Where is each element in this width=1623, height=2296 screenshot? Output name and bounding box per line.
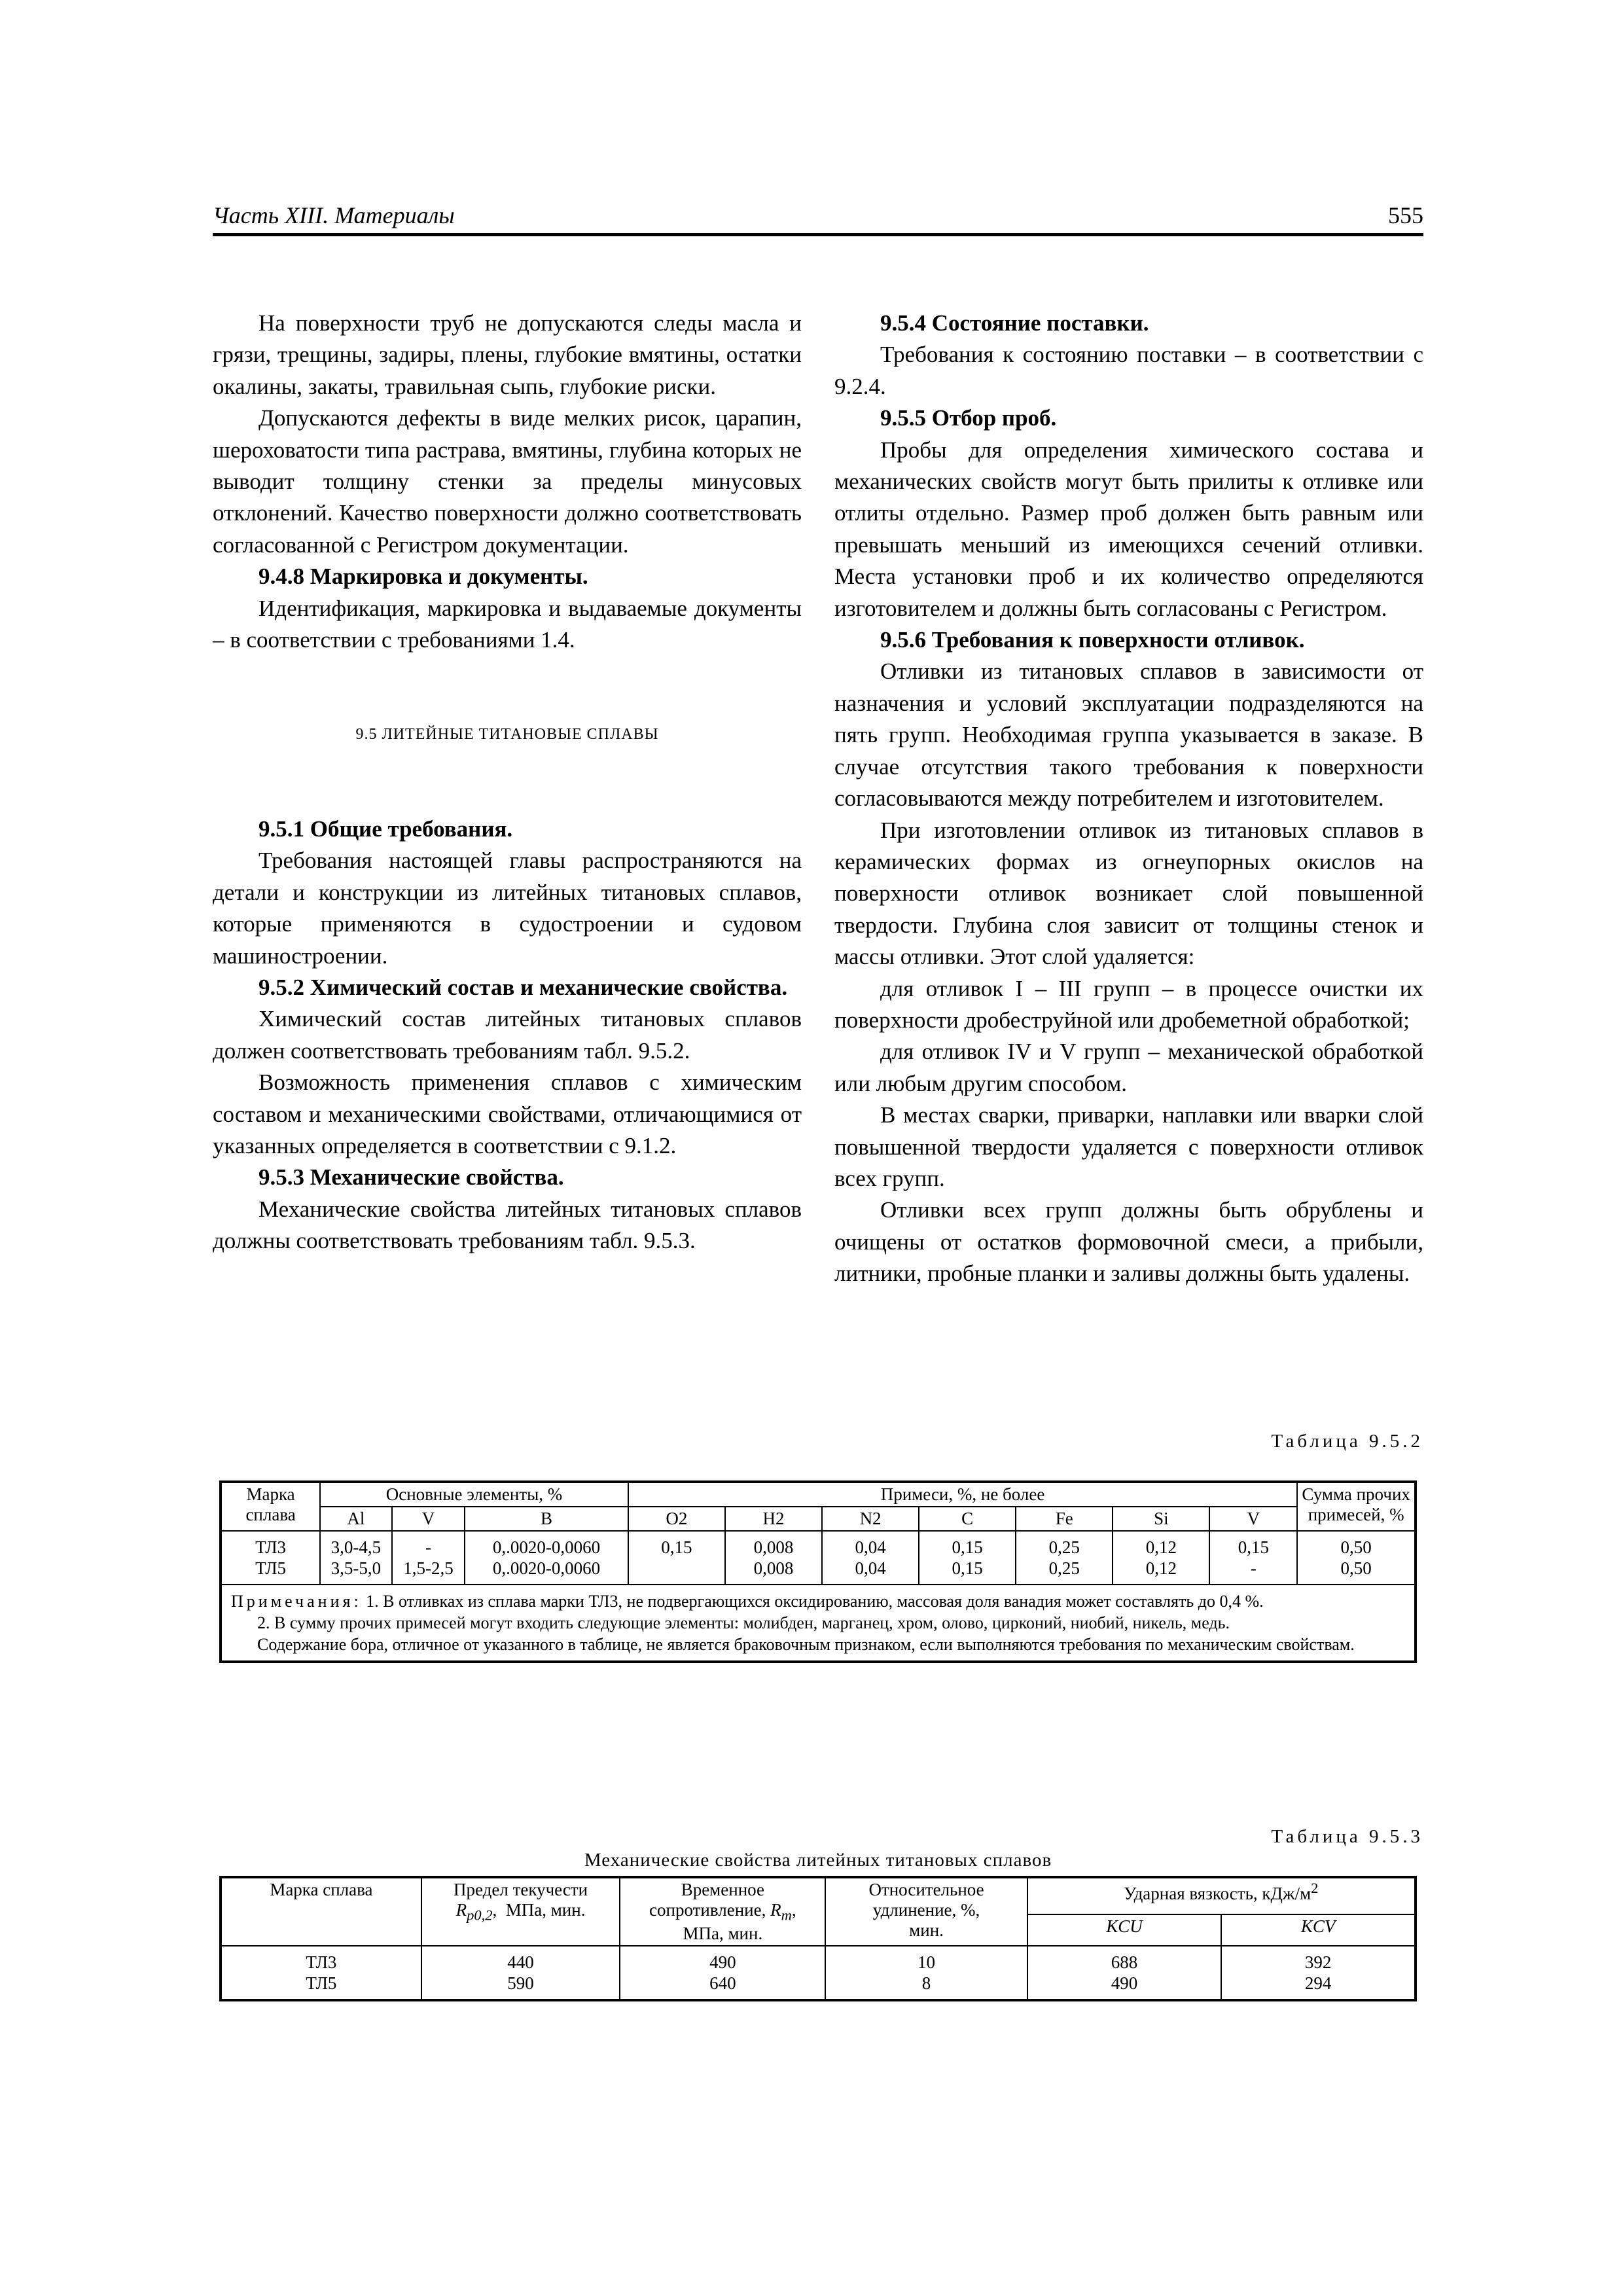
note-3: Содержание бора, отличное от указанного в таблице, не является браковочным признаком, если выполняются требования по механическим свойствам. — [257, 1635, 1355, 1654]
section-heading-9-5-4: 9.5.4 Состояние поставки. — [880, 310, 1149, 336]
table-cell: 0,15 — [628, 1531, 725, 1585]
paragraph: для отливок I – III групп – в процессе очистки их поверхности дробеструйной или дробеметной обработкой; — [834, 975, 1423, 1033]
header-kcu: KCU — [1027, 1914, 1222, 1946]
table-cell: 392 294 — [1221, 1946, 1416, 2000]
table-cell: 0,.0020-0,0060 0,.0020-0,0060 — [465, 1531, 628, 1585]
section-heading-9-5-1: 9.5.1 Общие требования. — [259, 816, 513, 842]
header-main-elements: Основные элементы, % — [320, 1482, 628, 1507]
paragraph: Механические свойства литейных титановых сплавов должны соответствовать требованиям табл. 9.5.3. — [213, 1196, 802, 1254]
header-impact: Ударная вязкость, кДж/$м^2$ — [1027, 1877, 1416, 1914]
table-caption-9-5-2: Таблица 9.5.2 — [1271, 1431, 1423, 1452]
subheader: H2 — [725, 1507, 822, 1531]
subheader: Al — [320, 1507, 392, 1531]
table-cell: - 1,5-2,5 — [392, 1531, 465, 1585]
table-9-5-3 — [219, 1876, 1417, 2001]
paragraph: Требования к состоянию поставки – в соответствии с 9.2.4. — [834, 342, 1423, 399]
header-sum-impurities: Сумма прочих примесей, % — [1297, 1482, 1416, 1531]
paragraph: В местах сварки, приварки, наплавки или вварки слой повышенной твердости удаляется с поверхности отливок всех групп. — [834, 1102, 1423, 1191]
table-cell: 688 490 — [1027, 1946, 1222, 2000]
paragraph: Отливки всех групп должны быть обрублены и очищены от остатков формовочной смеси, а прибыли, литники, пробные планки и заливы должны быть удалены. — [834, 1197, 1423, 1287]
subheader: B — [465, 1507, 628, 1531]
paragraph: При изготовлении отливок из титановых сплавов в керамических формах из огнеупорных окислов на поверхности отливок возникает слой повышенной твердости. Глубина слоя зависит от толщины стенок и массы отливки. Этот слой удаляется: — [834, 817, 1423, 970]
running-title: Часть XIII. Материалы — [213, 202, 455, 228]
header-yield: Предел текучести $R_{p0,2}$, МПа, мин. — [421, 1877, 620, 1946]
table-cell: 0,15 - — [1209, 1531, 1297, 1585]
note-2: 2. В сумму прочих примесей могут входить следующие элементы: молибден, марганец, хром, олово, цирконий, ниобий, никель, медь. — [257, 1613, 1230, 1632]
right-column — [834, 308, 1423, 1290]
note-1: Примечания: 1. В отливках из сплава марки ТЛ3, не подвергающихся оксидированию, массовая доля ванадия может составлять до 0,4 %. — [231, 1592, 1264, 1611]
page-number: 555 — [1388, 202, 1423, 228]
table-title-9-5-3: Механические свойства литейных титановых сплавов — [584, 1850, 1052, 1871]
subheader: Fe — [1016, 1507, 1113, 1531]
section-heading-9-5-3: 9.5.3 Механические свойства. — [259, 1164, 564, 1191]
table-cell: 0,04 0,04 — [822, 1531, 919, 1585]
paragraph: для отливок IV и V групп – механической обработкой или любым другим способом. — [834, 1039, 1423, 1096]
table-cell: 0,50 0,50 — [1297, 1531, 1416, 1585]
section-title-9-5: 9.5 ЛИТЕЙНЫЕ ТИТАНОВЫЕ СПЛАВЫ — [355, 726, 659, 744]
table-9-5-2 — [219, 1480, 1417, 1663]
page-header — [213, 194, 1423, 236]
subheader: Si — [1113, 1507, 1209, 1531]
section-heading-9-5-6: 9.5.6 Требования к поверхности отливок. — [880, 627, 1305, 653]
header-elongation: Относительное удлинение, %, мин. — [825, 1877, 1027, 1946]
table-cell: 0,15 0,15 — [919, 1531, 1016, 1585]
paragraph: Отливки из титановых сплавов в зависимости от назначения и условий эксплуатации подразделяются на пять групп. Необходимая группа указывается в заказе. В случае отсутствия такого требования к поверхности согласовываются между потребителем и изготовителем. — [834, 658, 1423, 812]
subheader: V — [1209, 1507, 1297, 1531]
subheader: O2 — [628, 1507, 725, 1531]
paragraph: Пробы для определения химического состава и механических свойств могут быть прилиты к отливке или отлиты отдельно. Размер проб должен быть равным или превышать меньший из имеющихся сечений отливки. Места установки проб и их количество определяются изготовителем и должны быть согласованы с Регистром. — [834, 437, 1423, 621]
paragraph: Химический состав литейных титановых сплавов должен соответствовать требованиям табл. 9.5.2. — [213, 1006, 802, 1064]
table-cell: ТЛ3 ТЛ5 — [221, 1946, 421, 2000]
table-notes — [221, 1585, 1416, 1662]
left-column — [213, 308, 802, 1257]
section-heading-9-5-2: 9.5.2 Химический состав и механические свойства. — [259, 974, 788, 1000]
table-cell: 10 8 — [825, 1946, 1027, 2000]
table-cell: 3,0-4,5 3,5-5,0 — [320, 1531, 392, 1585]
subheader: V — [392, 1507, 465, 1531]
paragraph: Возможность применения сплавов с химическим составом и механическими свойствами, отличающимися от указанных определяется в соответствии с 9.1.2. — [213, 1069, 802, 1158]
header-marka: Марка сплава — [221, 1877, 421, 1946]
paragraph: Допускаются дефекты в виде мелких рисок, царапин, шероховатости типа растрава, вмятины, глубина которых не выводит толщину стенки за пределы минусовых отклонений. Качество поверхности должно соответствовать согласованной с Регистром документации. — [213, 405, 802, 558]
paragraph: Идентификация, маркировка и выдаваемые документы – в соответствии с требованиями 1.4. — [213, 595, 802, 653]
paragraph: На поверхности труб не допускаются следы масла и грязи, трещины, задиры, плены, глубокие вмятины, остатки окалины, закаты, травильная сыпь, глубокие риски. — [213, 310, 802, 399]
header-impurities: Примеси, %, не более — [628, 1482, 1297, 1507]
subheader: C — [919, 1507, 1016, 1531]
table-cell: ТЛ3 ТЛ5 — [221, 1531, 320, 1585]
header-tensile: Временное сопротивление, $R_m$, МПа, мин. — [620, 1877, 825, 1946]
header-marka: Марка сплава — [221, 1482, 320, 1531]
section-heading-9-4-8: 9.4.8 Маркировка и документы. — [259, 564, 588, 590]
table-cell: 0,12 0,12 — [1113, 1531, 1209, 1585]
table-cell: 440 590 — [421, 1946, 620, 2000]
subheader: N2 — [822, 1507, 919, 1531]
header-kcv: KCV — [1221, 1914, 1416, 1946]
table-cell: 490 640 — [620, 1946, 825, 2000]
table-caption-9-5-3: Таблица 9.5.3 — [1271, 1826, 1423, 1847]
section-heading-9-5-5: 9.5.5 Отбор проб. — [880, 405, 1057, 431]
table-cell: 0,008 0,008 — [725, 1531, 822, 1585]
table-cell: 0,25 0,25 — [1016, 1531, 1113, 1585]
paragraph: Требования настоящей главы распространяются на детали и конструкции из литейных титановых сплавов, которые применяются в судостроении и судовом машиностроении. — [213, 848, 802, 969]
notes-label: Примечания: — [231, 1592, 362, 1611]
